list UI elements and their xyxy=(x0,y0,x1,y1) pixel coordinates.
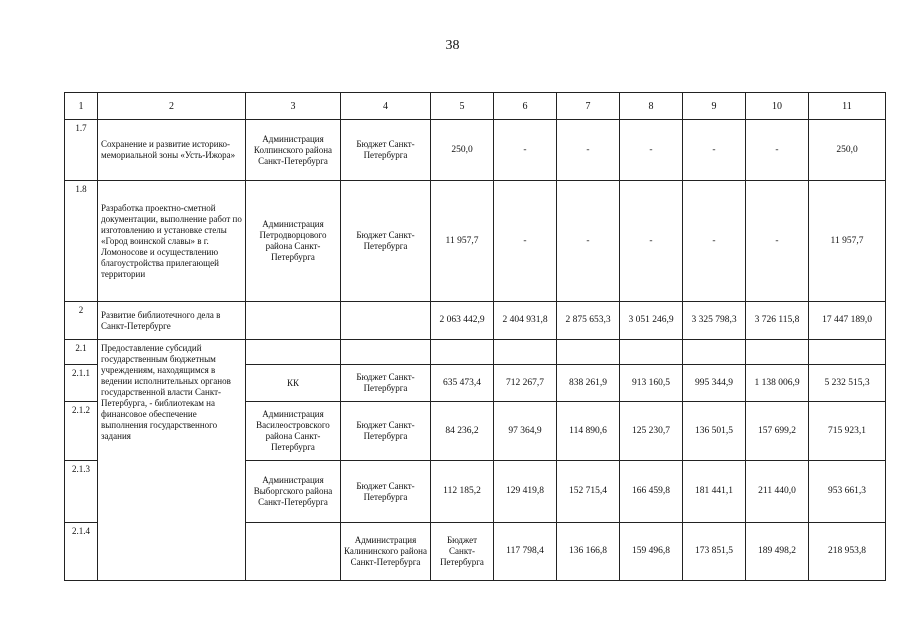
header-cell: 8 xyxy=(620,93,683,120)
table-row xyxy=(65,120,886,181)
table-row xyxy=(65,302,886,340)
row-number: 2.1.2 xyxy=(65,402,98,461)
value-cell: 953 661,3 xyxy=(809,461,886,523)
value-cell: 11 957,7 xyxy=(431,181,494,302)
page-number: 38 xyxy=(445,38,460,53)
value-cell: - xyxy=(557,181,620,302)
value-cell: - xyxy=(746,120,809,181)
header-cell: 7 xyxy=(557,93,620,120)
row-source: Бюджет Санкт-Петербурга xyxy=(341,461,431,523)
value-cell: 2 875 653,3 xyxy=(557,302,620,340)
value-cell: 136 166,8 xyxy=(557,523,620,581)
value-cell: - xyxy=(494,181,557,302)
value-cell: 3 726 115,8 xyxy=(746,302,809,340)
value-cell: 166 459,8 xyxy=(620,461,683,523)
value-cell: - xyxy=(683,120,746,181)
value-cell: - xyxy=(494,120,557,181)
header-cell: 5 xyxy=(431,93,494,120)
table-row xyxy=(65,340,886,365)
value-cell: - xyxy=(620,120,683,181)
value-cell: 17 447 189,0 xyxy=(809,302,886,340)
header-cell: 11 xyxy=(809,93,886,120)
value-cell: - xyxy=(557,120,620,181)
row-number: 2 xyxy=(65,302,98,340)
row-number: 2.1.1 xyxy=(65,365,98,402)
value-cell: 114 890,6 xyxy=(557,402,620,461)
value-cell: 1 138 006,9 xyxy=(746,365,809,402)
table-row xyxy=(65,181,886,302)
row-executor: Администрация Василеостровского района Санкт-Петербурга xyxy=(246,402,341,461)
value-cell: 5 232 515,3 xyxy=(809,365,886,402)
header-cell: 4 xyxy=(341,93,431,120)
value-cell: 152 715,4 xyxy=(557,461,620,523)
value-cell: - xyxy=(620,181,683,302)
value-cell: 211 440,0 xyxy=(746,461,809,523)
value-cell: 2 063 442,9 xyxy=(431,302,494,340)
header-cell: 10 xyxy=(746,93,809,120)
row-source: Бюджет Санкт-Петербурга xyxy=(341,181,431,302)
value-cell: 136 501,5 xyxy=(683,402,746,461)
value-cell: 129 419,8 xyxy=(494,461,557,523)
value-cell: 125 230,7 xyxy=(620,402,683,461)
row-executor: Администрация Выборгского района Санкт-Петербурга xyxy=(246,461,341,523)
value-cell: 3 051 246,9 xyxy=(620,302,683,340)
value-cell: 712 267,7 xyxy=(494,365,557,402)
row-number: 1.7 xyxy=(65,120,98,181)
value-cell: 157 699,2 xyxy=(746,402,809,461)
value-cell: 84 236,2 xyxy=(431,402,494,461)
value-cell: 635 473,4 xyxy=(431,365,494,402)
value-cell: 2 404 931,8 xyxy=(494,302,557,340)
header-cell: 9 xyxy=(683,93,746,120)
header-cell: 2 xyxy=(98,93,246,120)
value-cell: 112 185,2 xyxy=(431,461,494,523)
row-source: Бюджет Санкт-Петербурга xyxy=(341,365,431,402)
table-header-row xyxy=(65,93,886,120)
value-cell: 3 325 798,3 xyxy=(683,302,746,340)
value-cell: 995 344,9 xyxy=(683,365,746,402)
row-executor: КК xyxy=(246,365,341,402)
value-cell: - xyxy=(746,181,809,302)
value-cell: 913 160,5 xyxy=(620,365,683,402)
value-cell: 189 498,2 xyxy=(746,523,809,581)
row-source xyxy=(341,302,431,340)
value-cell: 181 441,1 xyxy=(683,461,746,523)
budget-table xyxy=(64,92,886,581)
row-number: 2.1.4 xyxy=(65,523,98,581)
header-cell: 6 xyxy=(494,93,557,120)
row-name: Предоставление субсидий государственным бюджетным учреждениям, находящимся в ведении исполнительных органов государственной власти Санкт-Петербурга, - библиотекам на финансовое обеспечение выполнения государственного задания xyxy=(98,340,246,581)
value-cell: 838 261,9 xyxy=(557,365,620,402)
row-name: Развитие библиотечного дела в Санкт-Петербурге xyxy=(98,302,246,340)
header-cell: 3 xyxy=(246,93,341,120)
row-source: Бюджет Санкт-Петербурга xyxy=(341,402,431,461)
value-cell: 97 364,9 xyxy=(494,402,557,461)
value-cell: 715 923,1 xyxy=(809,402,886,461)
row-executor: Администрация Калининского района Санкт-Петербурга xyxy=(341,523,431,581)
value-cell: 159 496,8 xyxy=(620,523,683,581)
value-cell: 250,0 xyxy=(431,120,494,181)
value-cell: 218 953,8 xyxy=(809,523,886,581)
value-cell: - xyxy=(683,181,746,302)
row-name: Разработка проектно-сметной документации, выполнение работ по изготовлению и установке стелы «Город воинской славы» в г. Ломоносове и осуществлению благоустройства прилегающей территории xyxy=(98,181,246,302)
value-cell: 11 957,7 xyxy=(809,181,886,302)
row-source: Бюджет Санкт-Петербурга xyxy=(341,120,431,181)
row-number: 1.8 xyxy=(65,181,98,302)
row-source: Бюджет Санкт-Петербурга xyxy=(431,523,494,581)
row-number: 2.1.3 xyxy=(65,461,98,523)
row-executor: Администрация Петродворцового района Санкт-Петербурга xyxy=(246,181,341,302)
header-cell: 1 xyxy=(65,93,98,120)
row-executor: Администрация Колпинского района Санкт-Петербурга xyxy=(246,120,341,181)
value-cell: 117 798,4 xyxy=(494,523,557,581)
row-name: Сохранение и развитие историко-мемориальной зоны «Усть-Ижора» xyxy=(98,120,246,181)
row-number: 2.1 xyxy=(65,340,98,365)
row-executor xyxy=(246,302,341,340)
value-cell: 173 851,5 xyxy=(683,523,746,581)
value-cell: 250,0 xyxy=(809,120,886,181)
